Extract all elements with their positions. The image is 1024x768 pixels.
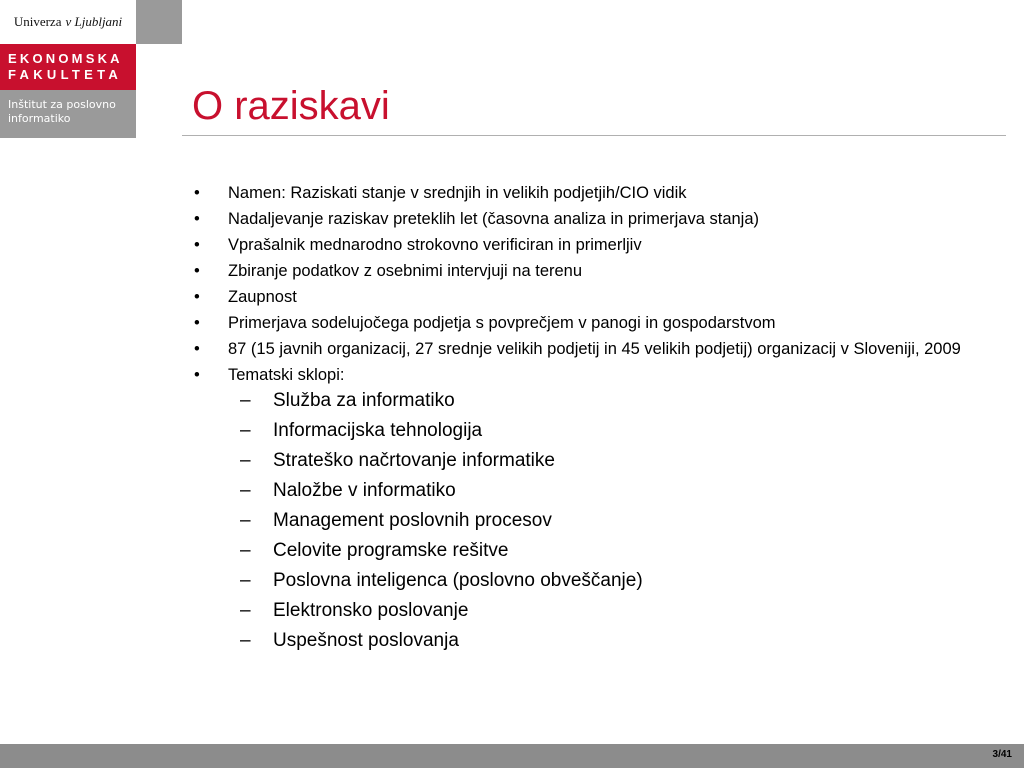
logo-grey-square bbox=[136, 0, 182, 44]
bullet-marker: • bbox=[194, 262, 200, 280]
bullet-text: Tematski sklopi: bbox=[228, 366, 345, 384]
footer-bar bbox=[0, 744, 1024, 768]
bullet-marker: • bbox=[194, 288, 200, 306]
sub-marker: – bbox=[240, 600, 251, 621]
bullet-marker: • bbox=[194, 236, 200, 254]
bullet-text: Zaupnost bbox=[228, 288, 297, 306]
university-prefix: Univerza bbox=[13, 14, 62, 29]
title-divider bbox=[182, 135, 1006, 136]
bullet-marker: • bbox=[194, 184, 200, 202]
bullet-item bbox=[188, 209, 988, 229]
sub-marker: – bbox=[240, 420, 251, 441]
sub-text: Služba za informatiko bbox=[273, 390, 455, 411]
bullet-text: Nadaljevanje raziskav preteklih let (časovna analiza in primerjava stanja) bbox=[228, 210, 760, 228]
bullet-item bbox=[188, 235, 988, 255]
sub-text: Poslovna inteligenca (poslovno obveščanje) bbox=[273, 570, 643, 591]
sub-marker: – bbox=[240, 630, 251, 651]
sub-item bbox=[228, 539, 988, 563]
sub-marker: – bbox=[240, 510, 251, 531]
bullet-text: Zbiranje podatkov z osebnimi intervjuji na terenu bbox=[228, 262, 583, 280]
sub-item bbox=[228, 389, 988, 413]
bullet-text: Primerjava sodelujočega podjetja s povprečjem v panogi in gospodarstvom bbox=[228, 314, 776, 332]
bullet-text: 87 (15 javnih organizacij, 27 srednje velikih podjetij in 45 velikih podjetij) organizacij v Sloveniji, 2009 bbox=[228, 340, 961, 358]
sub-marker: – bbox=[240, 390, 251, 411]
sub-text: Management poslovnih procesov bbox=[273, 510, 552, 531]
faculty-logo-line2: FAKULTETA bbox=[8, 67, 123, 82]
faculty-logo-line1: EKONOMSKA bbox=[8, 51, 123, 66]
bullet-text: Vprašalnik mednarodno strokovno verificiran in primerljiv bbox=[228, 236, 642, 254]
bullet-item bbox=[188, 339, 988, 359]
sub-marker: – bbox=[240, 480, 251, 501]
bullet-item bbox=[188, 313, 988, 333]
bullet-list bbox=[188, 183, 988, 653]
bullet-marker: • bbox=[194, 314, 200, 332]
bullet-item bbox=[188, 365, 988, 653]
faculty-logo bbox=[0, 44, 136, 90]
bullet-marker: • bbox=[194, 366, 200, 384]
sub-text: Strateško načrtovanje informatike bbox=[273, 450, 555, 471]
institute-logo bbox=[0, 90, 136, 138]
university-logo bbox=[0, 0, 136, 44]
sub-item bbox=[228, 569, 988, 593]
sub-item bbox=[228, 599, 988, 623]
sub-marker: – bbox=[240, 450, 251, 471]
sub-text: Celovite programske rešitve bbox=[273, 540, 509, 561]
bullet-text: Namen: Raziskati stanje v srednjih in velikih podjetjih/CIO vidik bbox=[228, 184, 687, 202]
sub-text: Informacijska tehnologija bbox=[273, 420, 483, 441]
sub-marker: – bbox=[240, 540, 251, 561]
sub-list bbox=[228, 389, 988, 653]
sub-item bbox=[228, 629, 988, 653]
bullet-marker: • bbox=[194, 210, 200, 228]
sub-text: Naložbe v informatiko bbox=[273, 480, 456, 501]
slide-title: O raziskavi bbox=[192, 84, 390, 128]
slide-content bbox=[188, 183, 988, 659]
bullet-item bbox=[188, 261, 988, 281]
university-city: v Ljubljani bbox=[65, 14, 123, 29]
sub-text: Uspešnost poslovanja bbox=[273, 630, 459, 651]
sub-text: Elektronsko poslovanje bbox=[273, 600, 469, 621]
sub-item bbox=[228, 509, 988, 533]
sub-item bbox=[228, 419, 988, 443]
page-number: 3/41 bbox=[992, 749, 1012, 760]
bullet-marker: • bbox=[194, 340, 200, 358]
sub-item bbox=[228, 449, 988, 473]
bullet-item bbox=[188, 287, 988, 307]
bullet-item bbox=[188, 183, 988, 203]
institute-line1: Inštitut za poslovno bbox=[8, 98, 116, 111]
sub-item bbox=[228, 479, 988, 503]
institute-line2: informatiko bbox=[8, 112, 71, 125]
sub-marker: – bbox=[240, 570, 251, 591]
